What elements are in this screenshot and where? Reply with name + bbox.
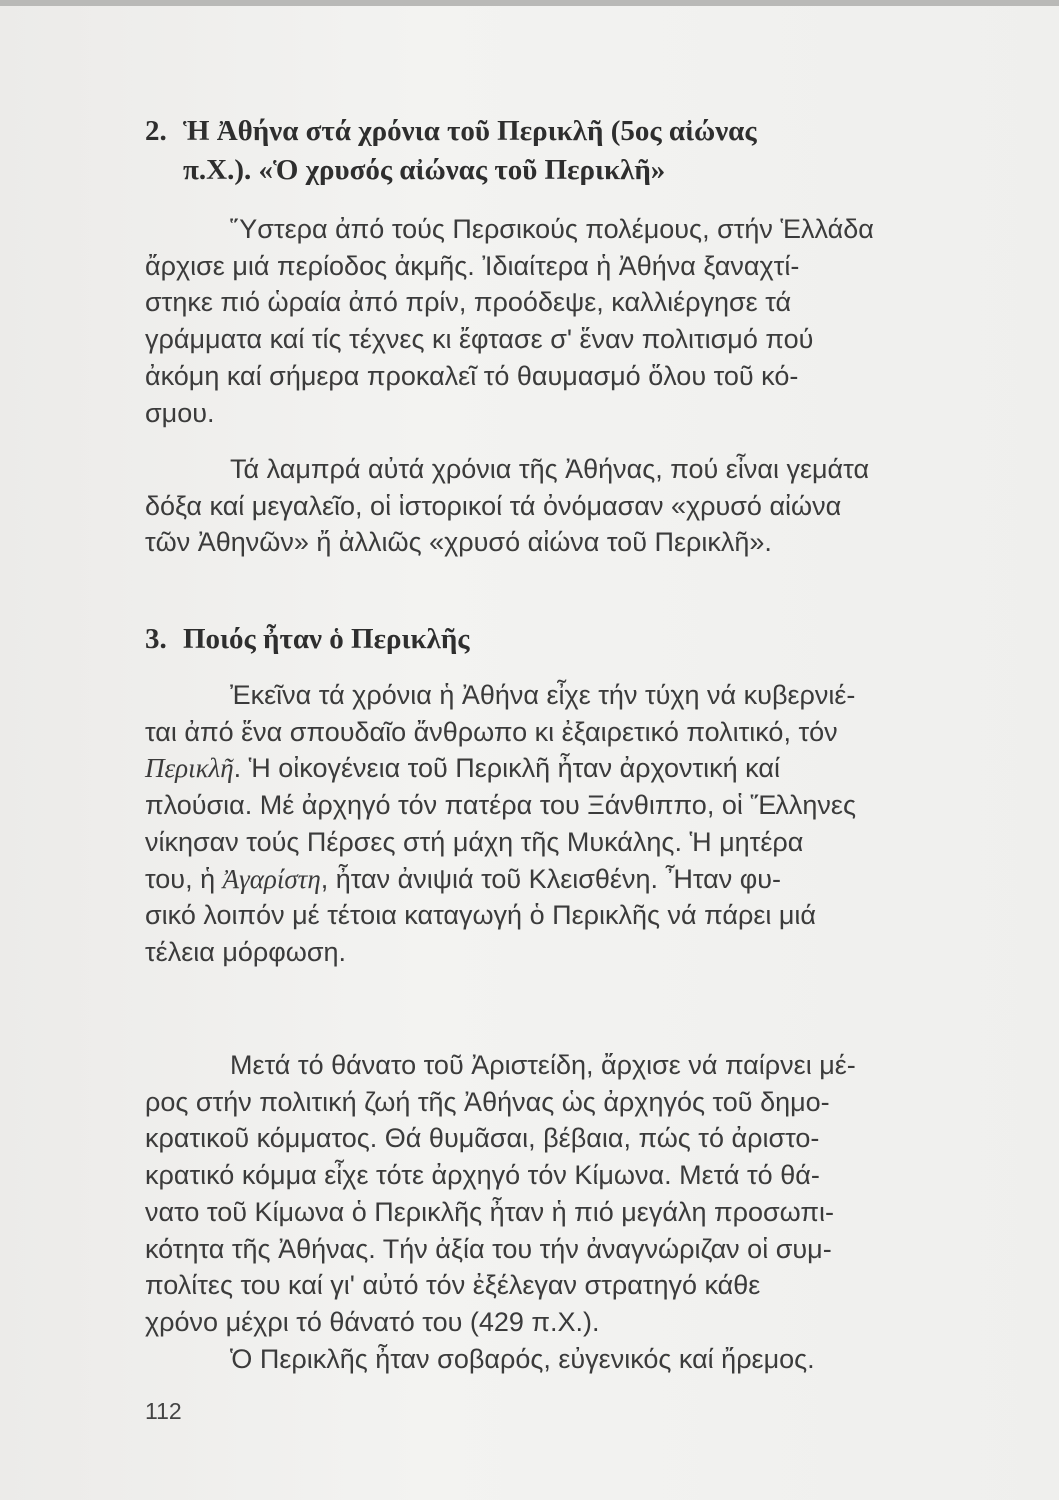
text-line: Ὁ Περικλῆς ἦταν σοβαρός, εὐγενικός καί ἤρεμος. bbox=[230, 1344, 815, 1374]
text-run: του, ἡ bbox=[145, 863, 223, 894]
section-2-paragraph-2 bbox=[145, 451, 990, 561]
text-run: , ἦταν ἀνιψιά τοῦ Κλεισθένη. Ἦταν φυ- bbox=[320, 863, 782, 894]
section-3-paragraph-3 bbox=[145, 1341, 990, 1378]
text-line: γράμματα καί τίς τέχνες κι ἔφτασε σ' ἕναν πολιτισμό πού bbox=[145, 324, 814, 355]
section-3-heading bbox=[145, 620, 990, 659]
section-3-paragraph-1 bbox=[145, 677, 990, 971]
text-line: σικό λοιπόν μέ τέτοια καταγωγή ὁ Περικλῆς νά πάρει μιά bbox=[145, 900, 817, 931]
text-line: χρόνο μέχρι τό θάνατό του (429 π.Χ.). bbox=[145, 1306, 600, 1337]
text-line: ρος στήν πολιτική ζωή τῆς Ἀθήνας ὡς ἀρχηγός τοῦ δημο- bbox=[145, 1086, 830, 1117]
text-line: σμου. bbox=[145, 397, 215, 428]
text-line: νίκησαν τούς Πέρσες στή μάχη τῆς Μυκάλης. Ἡ μητέρα bbox=[145, 826, 804, 857]
section-3-heading-text: Ποιός ἦταν ὁ Περικλῆς bbox=[183, 623, 470, 655]
text-line: ἄρχισε μιά περίοδος ἀκμῆς. Ἰδιαίτερα ἡ Ἀθήνα ξαναχτί- bbox=[145, 250, 800, 281]
section-2-heading-line1: Ἡ Ἀθήνα στά χρόνια τοῦ Περικλῆ (5ος αἰώνας bbox=[183, 115, 757, 147]
page-top-edge bbox=[0, 0, 1059, 6]
text-line: ται ἀπό ἕνα σπουδαῖο ἄνθρωπο κι ἐξαιρετικό πολιτικό, τόν bbox=[145, 716, 838, 747]
text-line: στηκε πιό ὡραία ἀπό πρίν, προόδεψε, καλλιέργησε τά bbox=[145, 287, 792, 318]
text-line: κότητα τῆς Ἀθήνας. Τήν ἀξία του τήν ἀναγνώριζαν οἱ συμ- bbox=[145, 1233, 832, 1264]
text-line: Ἐκεῖνα τά χρόνια ἡ Ἀθήνα εἶχε τήν τύχη νά κυβερνιέ- bbox=[230, 680, 856, 710]
text-line bbox=[145, 750, 990, 787]
section-3-paragraph-2 bbox=[145, 1047, 990, 1341]
name-pericles-italic: Περικλῆ bbox=[145, 753, 234, 784]
text-line: κρατικό κόμμα εἶχε τότε ἀρχηγό τόν Κίμωνα. Μετά τό θά- bbox=[145, 1160, 820, 1191]
text-line: τέλεια μόρφωση. bbox=[145, 936, 347, 967]
text-line bbox=[145, 861, 990, 898]
section-2-number: 2. bbox=[145, 115, 167, 147]
text-line: τῶν Ἀθηνῶν» ἤ ἀλλιῶς «χρυσό αἰώνα τοῦ Περικλῆ». bbox=[145, 527, 772, 558]
section-3-number: 3. bbox=[145, 623, 167, 655]
page-number: 112 bbox=[145, 1398, 182, 1424]
text-line: δόξα καί μεγαλεῖο, οἱ ἱστορικοί τά ὀνόμασαν «χρυσό αἰώνα bbox=[145, 490, 842, 521]
text-line: Μετά τό θάνατο τοῦ Ἀριστείδη, ἄρχισε νά παίρνει μέ- bbox=[230, 1050, 856, 1080]
section-2-paragraph-1 bbox=[145, 211, 990, 431]
text-run: . Ἡ οἰκογένεια τοῦ Περικλῆ ἦταν ἀρχοντική καί bbox=[233, 753, 780, 784]
name-agariste-italic: Ἀγαρίστη bbox=[222, 863, 321, 894]
text-line: πολίτες του καί γι' αὐτό τόν ἐξέλεγαν στρατηγό κάθε bbox=[145, 1270, 761, 1301]
section-2-heading bbox=[145, 112, 990, 190]
text-line: ἀκόμη καί σήμερα προκαλεῖ τό θαυμασμό ὅλου τοῦ κό- bbox=[145, 360, 799, 391]
section-2-heading-line2: π.Χ.). «Ὁ χρυσός αἰώνας τοῦ Περικλῆ» bbox=[183, 154, 666, 186]
text-line: νατο τοῦ Κίμωνα ὁ Περικλῆς ἦταν ἡ πιό μεγάλη προσωπι- bbox=[145, 1196, 834, 1227]
text-line: Ὕστερα ἀπό τούς Περσικούς πολέμους, στήν Ἑλλάδα bbox=[230, 214, 874, 244]
text-line: Τά λαμπρά αὐτά χρόνια τῆς Ἀθήνας, πού εἶναι γεμάτα bbox=[230, 454, 870, 484]
text-line: κρατικοῦ κόμματος. Θά θυμᾶσαι, βέβαια, πώς τό ἀριστο- bbox=[145, 1123, 820, 1154]
text-line: πλούσια. Μέ ἀρχηγό τόν πατέρα του Ξάνθιππο, οἱ Ἕλληνες bbox=[145, 790, 856, 821]
